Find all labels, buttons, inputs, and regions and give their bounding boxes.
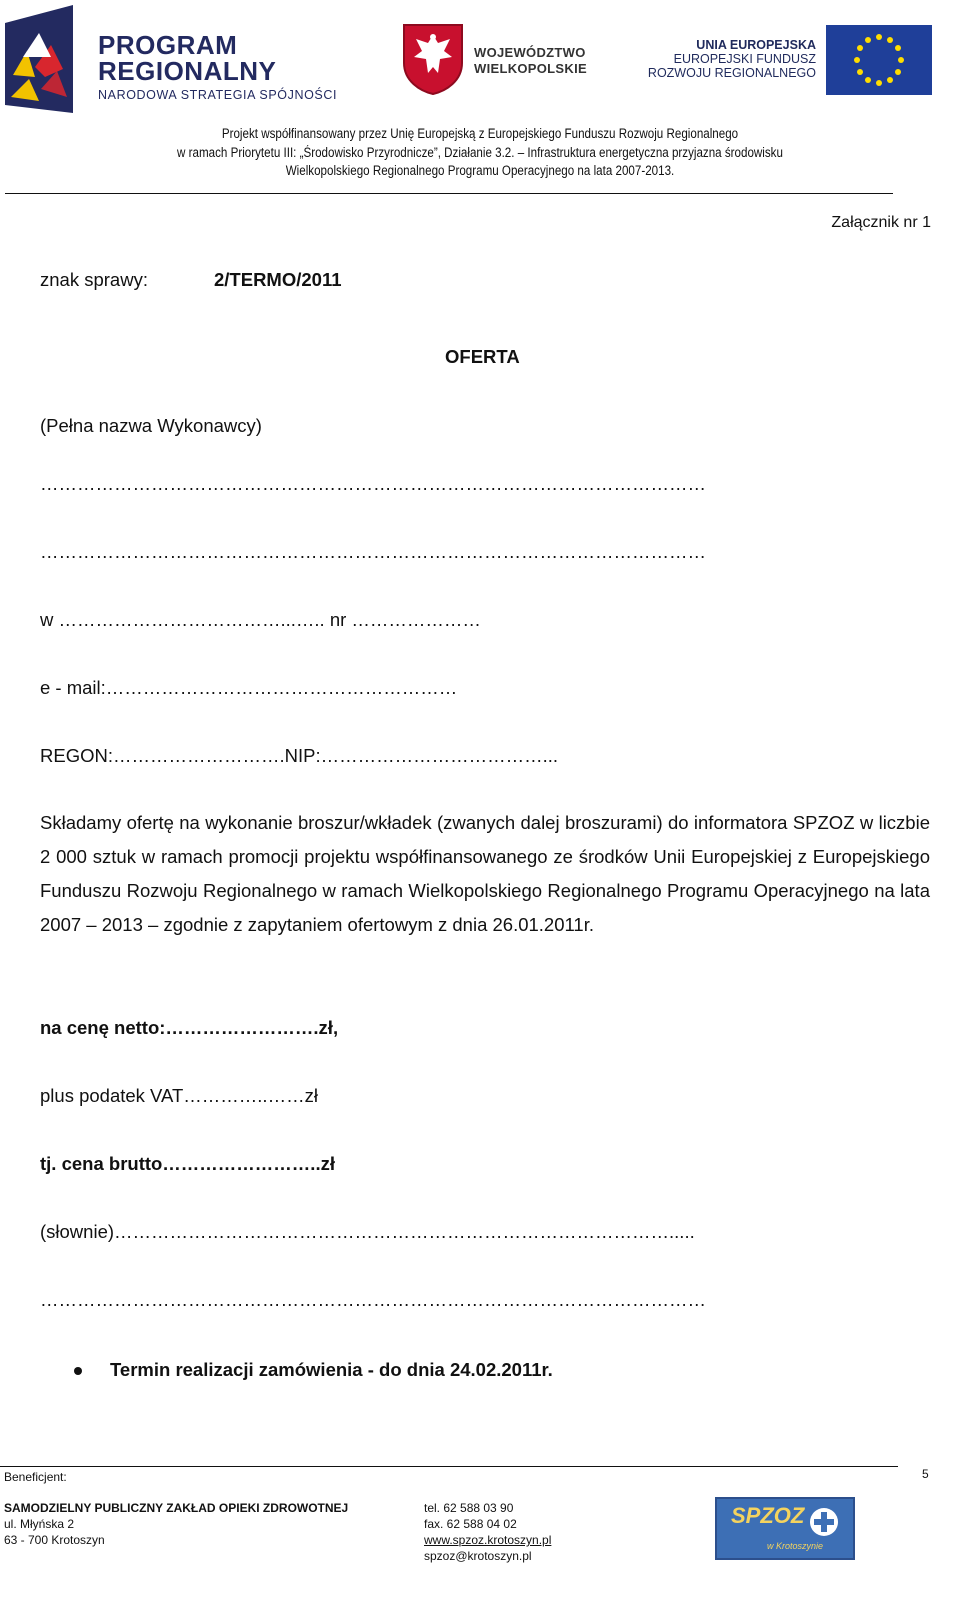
eu-logo-line3: ROZWOJU REGIONALNEGO [647,66,816,80]
project-line-2: w ramach Priorytetu III: „Środowisko Przyrodnicze”, Działanie 3.2. – Infrastruktura energetyczna przyjazna środowisku [177,145,783,160]
program-logo-line2: REGIONALNY [98,56,277,86]
eagle-coat-of-arms-icon [402,23,464,95]
region-logo-line2: WIELKOPOLSKIE [474,61,587,76]
vat-field[interactable]: plus podatek VAT…………..……zł [40,1085,318,1106]
bullet-icon [74,1367,82,1375]
region-logo-line1: WOJEWÓDZTWO [474,45,586,60]
contractor-name-field-2[interactable]: ……………………………………………………………………………………………… [40,541,706,562]
contractor-name-label: (Pełna nazwa Wykonawcy) [40,415,262,436]
email-field[interactable]: e - mail:………………………………………………… [40,677,458,698]
page-title: OFERTA [445,346,520,367]
page-number: 5 [922,1467,929,1481]
regon-nip-field[interactable]: REGON:……………………….NIP:………………………………... [40,745,559,766]
spzoz-logo-text: SPZOZ [731,1503,805,1528]
medical-cross-icon [809,1507,839,1537]
org-name: SAMODZIELNY PUBLICZNY ZAKŁAD OPIEKI ZDROWOTNEJ [4,1501,349,1515]
program-logo-line3: NARODOWA STRATEGIA SPÓJNOŚCI [98,88,338,102]
spzoz-logo-subtext: w Krotoszynie [767,1541,824,1551]
price-in-words-field[interactable]: (słownie)………………………………………………………………………………..... [40,1221,695,1242]
org-website-link[interactable]: www.spzoz.krotoszyn.pl [424,1533,552,1547]
program-star-icon [5,5,75,113]
case-number: 2/TERMO/2011 [214,269,342,290]
eu-logo-line2: EUROPEJSKI FUNDUSZ [673,52,816,66]
gross-price-field[interactable]: tj. cena brutto……………………..zł [40,1153,335,1174]
address-field[interactable]: w ………………………………...….. nr ………………… [40,609,481,630]
org-street: ul. Młyńska 2 [4,1517,75,1531]
org-city: 63 - 700 Krotoszyn [4,1533,105,1547]
org-tel: tel. 62 588 03 90 [424,1501,514,1515]
header-divider [5,193,893,194]
price-in-words-field-2[interactable]: ……………………………………………………………………………………………… [40,1289,706,1310]
spzoz-logo [715,1497,855,1560]
eu-flag-icon [826,25,932,95]
footer-divider [0,1466,898,1467]
offer-paragraph: Składamy ofertę na wykonanie broszur/wkładek (zwanych dalej broszurami) do informatora SPZOZ w liczbie 2 000 sztuk w ramach promocji projektu współfinansowanego ze środków Unii Europejskiej z Europejskiego Funduszu Rozwoju Regionalnego w ramach Wielkopolskiego Regionalnego Programu Operacyjnego na lata 2007 – 2013 – zgodnie z zapytaniem ofertowym z dnia 26.01.2011r. [40,812,930,935]
net-price-field[interactable]: na cenę netto:…………………….zł, [40,1017,339,1038]
contractor-name-field-1[interactable]: ……………………………………………………………………………………………… [40,473,706,494]
eu-logo-line1: UNIA EUROPEJSKA [696,38,816,52]
project-line-3: Wielkopolskiego Regionalnego Programu Operacyjnego na lata 2007-2013. [285,163,675,178]
deadline-text: Termin realizacji zamówienia - do dnia 24.02.2011r. [110,1359,553,1380]
case-label: znak sprawy: [40,269,148,290]
org-fax: fax. 62 588 04 02 [424,1517,517,1531]
program-logo-line1: PROGRAM [98,30,238,60]
org-email: spzoz@krotoszyn.pl [424,1549,532,1563]
beneficiary-label: Beneficjent: [4,1470,67,1484]
project-line-1: Projekt współfinansowany przez Unię Europejską z Europejskiego Funduszu Rozwoju Regionalnego [221,126,739,141]
attachment-label: Załącznik nr 1 [831,214,931,231]
